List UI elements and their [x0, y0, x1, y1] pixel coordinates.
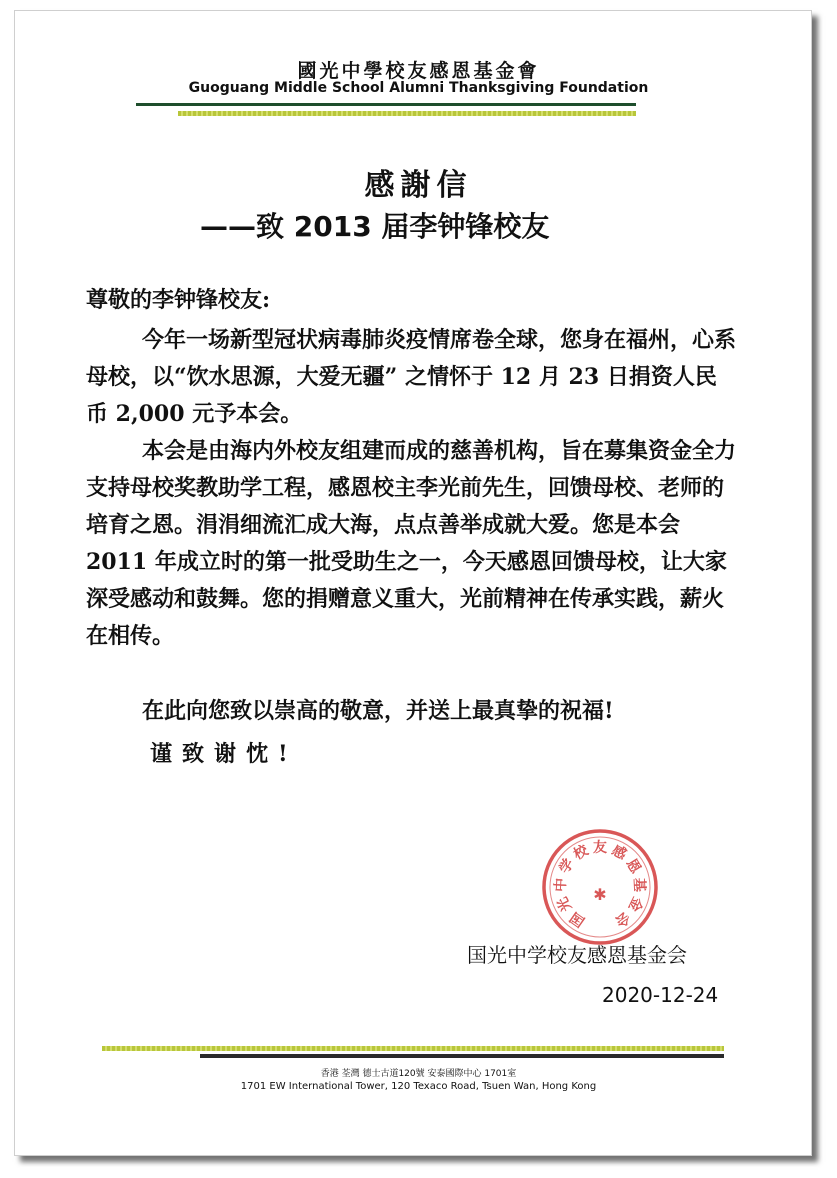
- header-divider-lime: [178, 111, 636, 116]
- paragraph-2: 本会是由海内外校友组建而成的慈善机构，旨在募集资金全力支持母校奖教助学工程，感恩校主李光前先生，回馈母校、老师的培育之恩。涓涓细流汇成大海，点点善举成就大爱。您是本会 2011 年成立时的第一批受助生之一，今天感恩回馈母校，让大家深受感动和鼓舞。您的捐赠意义重大，光前精神在传承实践，薪火在相传。: [86, 438, 737, 649]
- seal-character: 感: [608, 842, 629, 864]
- salutation: 尊敬的李钟锋校友:: [86, 287, 271, 313]
- seal-character: 友: [593, 840, 607, 856]
- paragraph-1: 今年一场新型冠状病毒肺炎疫情席卷全球，您身在福州，心系母校，以“饮水思源，大爱无疆” 之情怀于 12 月 23 日捐资人民币 2,000 元予本会。: [86, 327, 737, 427]
- seal-character: 校: [571, 842, 592, 864]
- seal-character: 学: [556, 856, 578, 877]
- svg-text:✱: ✱: [593, 885, 607, 904]
- seal-character: 会: [612, 908, 633, 930]
- paragraph-3: 在此向您致以崇高的敬意，并送上最真挚的祝福!: [142, 698, 614, 724]
- letter-subtitle: ——致 2013 届李钟锋校友: [200, 210, 550, 243]
- signature-date: 2020-12-24: [602, 983, 719, 1007]
- seal-character: 国: [567, 908, 588, 930]
- seal-character: 中: [552, 877, 570, 893]
- seal-character: 基: [630, 877, 648, 893]
- signature-org: 国光中学校友感恩基金会: [467, 943, 687, 967]
- foundation-seal-icon: [539, 826, 661, 948]
- letterhead-org-chinese: 國光中學校友感恩基金會: [297, 60, 540, 82]
- seal-character: 光: [554, 894, 576, 914]
- seal-character: 金: [624, 894, 646, 914]
- footer-divider-dark: [200, 1054, 724, 1058]
- letter-title: 感謝信: [364, 168, 473, 203]
- footer-address-english: 1701 EW International Tower, 120 Texaco Road, Tsuen Wan, Hong Kong: [240, 1081, 597, 1092]
- header-divider-dark: [136, 103, 636, 106]
- closing: 谨致谢忱!: [150, 741, 298, 767]
- letterhead-org-english: Guoguang Middle School Alumni Thanksgiving Foundation: [188, 80, 649, 96]
- seal-character: 恩: [622, 856, 644, 877]
- footer-address-chinese: 香港 荃灣 德士古道120號 安泰國際中心 1701室: [320, 1069, 517, 1079]
- footer-divider-lime: [102, 1046, 724, 1051]
